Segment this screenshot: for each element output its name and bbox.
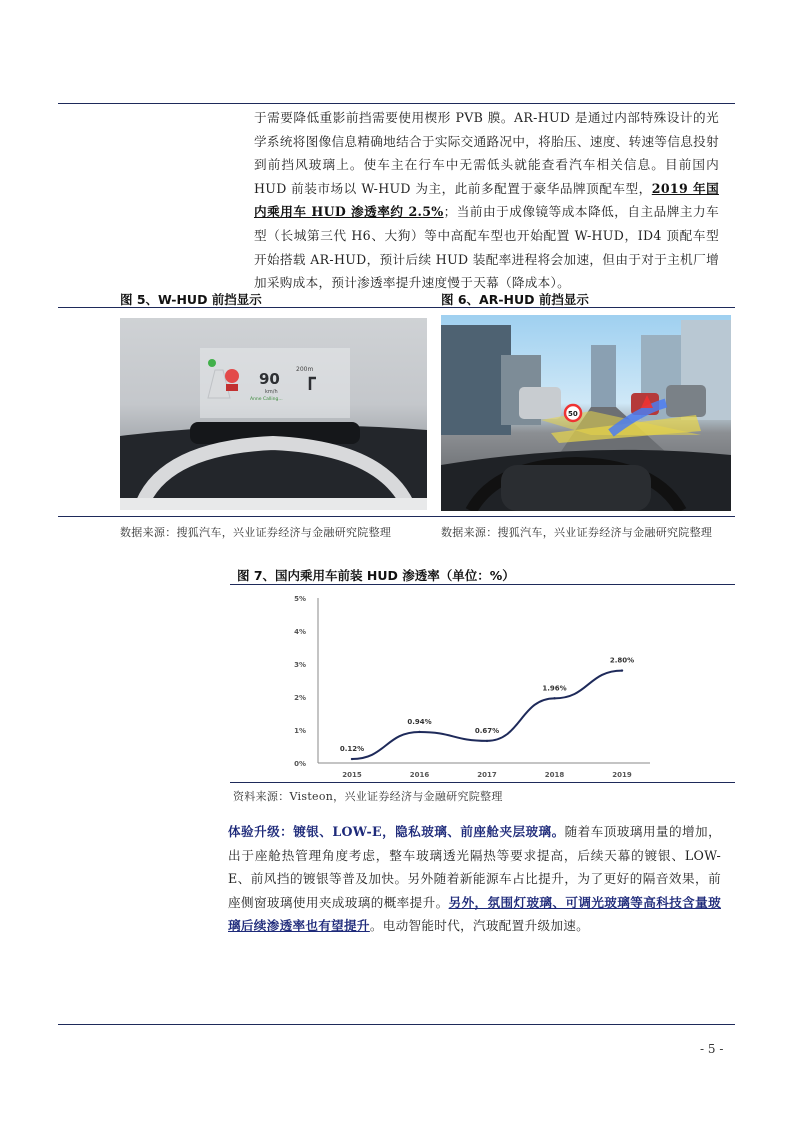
data-point xyxy=(418,731,420,733)
figure-bottom-rule xyxy=(58,516,735,517)
body-highlight: 另外，氛围灯玻璃、可调光玻璃等高科技含量玻璃后续渗透率也有望提升 xyxy=(228,894,721,934)
y-tick-label: 1% xyxy=(294,727,306,735)
fig6-image xyxy=(441,315,731,511)
fig7-chart-svg xyxy=(230,588,735,780)
x-tick-label: 2018 xyxy=(544,771,565,779)
hud-distance: 200m xyxy=(296,366,314,373)
series-line xyxy=(352,671,622,759)
data-label: 2.80% xyxy=(609,656,635,665)
data-point xyxy=(351,758,353,760)
x-tick-label: 2015 xyxy=(342,771,362,779)
data-point xyxy=(553,697,555,699)
body-paragraph: 体验升级：镀银、LOW-E，隐私玻璃、前座舱夹层玻璃。随着车顶玻璃用量的增加，出于座舱热管理角度考虑，整车玻璃透光隔热等要求提高，后续天幕的镀银、LOW-E、前风挡的镀银等普及加快。另外随着新能源车占比提升，为了更好的隔音效果，前座侧窗玻璃使用夹成玻璃的概率提升。另外，氛围灯玻璃、可调光玻璃等高科技含量玻璃后续渗透率也有望提升。电动智能时代，汽玻配置升级加速。 xyxy=(228,824,721,934)
x-tick-label: 2017 xyxy=(477,771,497,779)
fig5-image xyxy=(120,318,427,510)
fig7-top-rule xyxy=(230,584,735,585)
y-tick-label: 0% xyxy=(294,760,306,768)
fig5-source: 数据来源：搜狐汽车，兴业证券经济与金融研究院整理 xyxy=(120,526,392,539)
data-point xyxy=(486,740,488,742)
fig6-title: 图 6、AR-HUD 前挡显示 xyxy=(441,292,589,307)
body-heading: 体验升级：镀银、LOW-E，隐私玻璃、前座舱夹层玻璃。 xyxy=(228,824,565,839)
fig7-source: 资料来源：Visteon，兴业证券经济与金融研究院整理 xyxy=(233,790,503,803)
hud-speed: 90 xyxy=(259,370,280,388)
figure-row-rule xyxy=(58,307,735,308)
page-number: - 5 - xyxy=(700,1042,724,1056)
y-tick-label: 2% xyxy=(294,694,306,702)
y-tick-label: 5% xyxy=(294,595,306,603)
footer-rule xyxy=(58,1024,735,1025)
fig5-title: 图 5、W-HUD 前挡显示 xyxy=(120,292,262,307)
data-point xyxy=(621,669,623,671)
data-label: 0.67% xyxy=(474,726,500,735)
hud-speed-unit: km/h xyxy=(265,389,278,395)
fig6-source: 数据来源：搜狐汽车，兴业证券经济与金融研究院整理 xyxy=(441,526,713,539)
header-rule xyxy=(58,103,735,104)
hud-call: Anne Calling... xyxy=(250,397,283,402)
data-label: 0.94% xyxy=(407,717,432,726)
ar-speed-sign: 50 xyxy=(568,410,578,418)
y-tick-label: 3% xyxy=(294,661,306,669)
fig7-title: 图 7、国内乘用车前装 HUD 渗透率（单位：%） xyxy=(237,568,515,583)
y-tick-label: 4% xyxy=(294,628,306,636)
fig7-chart xyxy=(230,588,735,780)
x-tick-label: 2019 xyxy=(612,771,632,779)
x-tick-label: 2016 xyxy=(409,771,430,779)
data-label: 0.12% xyxy=(339,745,365,754)
fig7-bottom-rule xyxy=(230,782,735,783)
intro-paragraph: 于需要降低重影前挡需要使用楔形 PVB 膜。AR-HUD 是通过内部特殊设计的光学系统将图像信息精确地结合于实际交通路况中，将胎压、速度、转速等信息投射到前挡风玻璃上。使车主在行车中无需低头就能查看汽车相关信息。目前国内 HUD 前装市场以 W-HUD 为主，此前多配置于豪华品牌顶配车型，2019 年国内乘用车 HUD 渗透率约 2.5%；当前由于成像镜等成本降低，自主品牌主力车型（长城第三代 H6、大狗）等中高配车型也开始配置 W-HUD，ID4 顶配车型开始搭载 AR-HUD，预计后续 HUD 装配率进程将会加速，但由于对于主机厂增加采购成本，预计渗透率提升速度慢于天幕（降成本）。 xyxy=(254,110,719,291)
penetration-highlight: 2019 年国内乘用车 HUD 渗透率约 2.5% xyxy=(254,180,719,220)
data-label: 1.96% xyxy=(542,684,567,693)
